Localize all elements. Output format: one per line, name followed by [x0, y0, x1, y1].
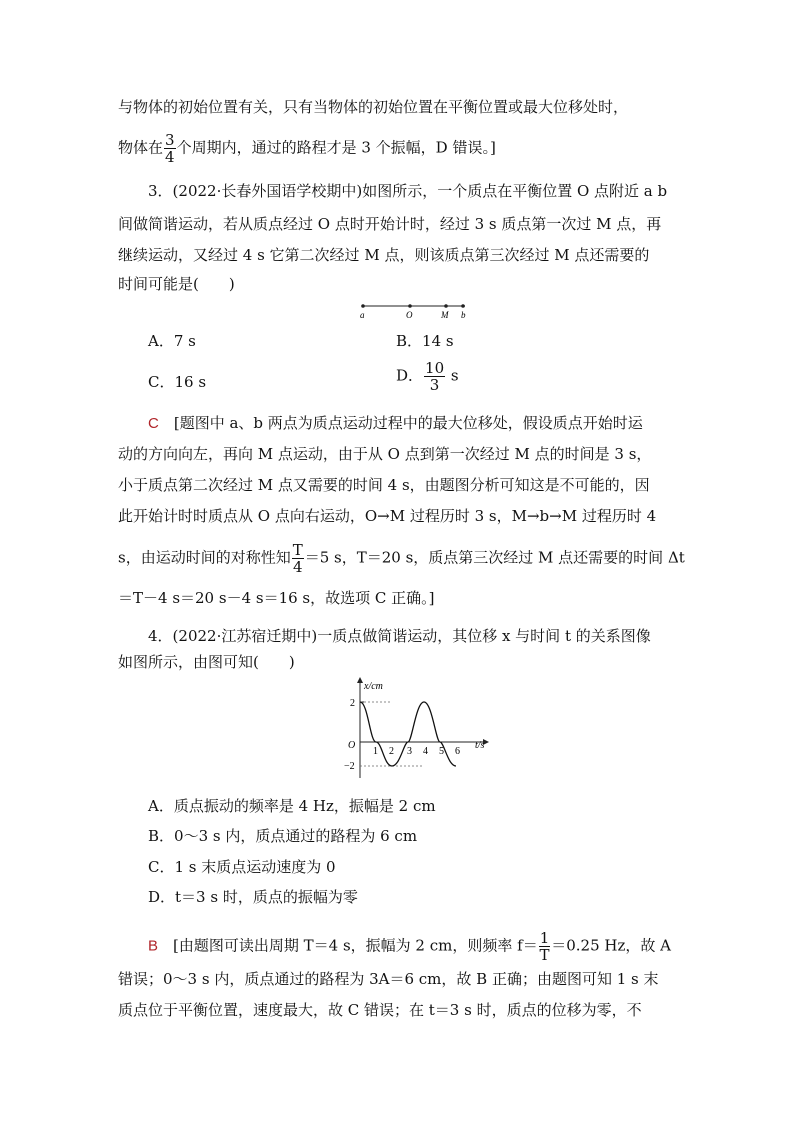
option-b: B．0～3 s 内，质点通过的路程为 6 cm — [148, 827, 418, 845]
option-d — [396, 360, 459, 393]
option-a: A．7 s — [148, 332, 196, 350]
x-tick-label: 6 — [455, 746, 460, 757]
x-tick-label: 5 — [439, 746, 444, 757]
question-3-line: 间做简谐运动，若从质点经过 O 点时开始计时，经过 3 s 质点第一次过 M 点，再 — [118, 215, 662, 233]
text-line: 与物体的初始位置有关，只有当物体的初始位置在平衡位置或最大位移处时， — [118, 98, 629, 116]
question-4-line: 如图所示，由图可知( ) — [118, 653, 295, 671]
option-a: A．质点振动的频率是 4 Hz，振幅是 2 cm — [148, 797, 436, 815]
answer-3-line: ＝T－4 s＝20 s－4 s＝16 s，故选项 C 正确。] — [118, 589, 435, 607]
x-axis-label: t/s — [475, 740, 485, 751]
answer-3-line — [148, 412, 643, 435]
text-line — [118, 132, 496, 165]
fraction-numerator: 3 — [165, 131, 175, 149]
question-3-line: 3．(2022·长春外国语学校期中)如图所示，一个质点在平衡位置 O 点附近 a b — [148, 182, 668, 200]
option-d-unit: s — [450, 366, 459, 385]
label-b: b — [461, 310, 466, 320]
question-4-line: 4．(2022·江苏宿迁期中)一质点做简谐运动，其位移 x 与时间 t 的关系图像 — [148, 627, 651, 645]
fraction — [539, 930, 551, 963]
x-tick-label: 2 — [389, 746, 394, 757]
answer-4-line — [148, 930, 671, 963]
text-fragment: [由题图可读出周期 T＝4 s，振幅为 2 cm，则频率 f＝ — [173, 936, 538, 955]
y-axis-label: x/cm — [364, 681, 383, 692]
question-3-line: 时间可能是( ) — [118, 275, 235, 293]
answer-text: [题图中 a、b 两点为质点运动过程中的最大位移处，假设质点开始时运 — [173, 414, 643, 432]
fraction — [424, 360, 445, 393]
option-d: D．t＝3 s 时，质点的振幅为零 — [148, 888, 358, 906]
label-o: O — [406, 310, 413, 320]
label-m: M — [441, 310, 449, 320]
fraction-numerator: 1 — [539, 929, 550, 947]
fraction-numerator: 10 — [425, 359, 445, 377]
text-fragment: s，由运动时间的对称性知 — [118, 548, 291, 567]
point-m — [444, 304, 448, 308]
answer-letter: B — [148, 937, 159, 955]
text-fragment: 个周期内，通过的路程才是 3 个振幅，D 错误。] — [176, 138, 496, 157]
fraction-denominator: 4 — [165, 148, 175, 166]
option-c: C．1 s 末质点运动速度为 0 — [148, 858, 336, 876]
answer-4-line: 错误；0～3 s 内，质点通过的路程为 3A＝6 cm，故 B 正确；由题图可知 1 s 末 — [118, 970, 659, 988]
y-tick-label: 2 — [350, 698, 355, 709]
fraction — [292, 542, 304, 575]
option-c: C．16 s — [148, 373, 207, 391]
text-fragment: 物体在 — [118, 138, 164, 157]
x-tick-label: 4 — [423, 746, 428, 757]
fraction-numerator: T — [292, 541, 303, 559]
displacement-time-graph — [330, 672, 500, 784]
text-fragment: ＝5 s，T＝20 s，质点第三次经过 M 点还需要的时间 Δt — [304, 548, 685, 567]
fraction-denominator: 3 — [429, 376, 440, 394]
point-a — [361, 304, 365, 308]
text-fragment: ＝0.25 Hz，故 A — [551, 936, 672, 955]
option-b: B．14 s — [396, 332, 454, 350]
answer-3-line — [118, 542, 685, 575]
number-line-figure — [352, 298, 476, 322]
fraction — [164, 132, 176, 165]
y-tick-label: −2 — [344, 761, 355, 772]
fraction-denominator: T — [539, 946, 550, 964]
x-tick-label: 1 — [373, 746, 378, 757]
point-b — [461, 304, 465, 308]
answer-3-line: 动的方向向左，再向 M 点运动，由于从 O 点到第一次经过 M 点的时间是 3 s， — [118, 445, 652, 463]
answer-3-line: 此开始计时时质点从 O 点向右运动，O→M 过程历时 3 s，M→b→M 过程历时 4 — [118, 507, 657, 525]
answer-letter: C — [148, 415, 159, 432]
fraction-denominator: 4 — [292, 558, 303, 576]
x-tick-label: 3 — [407, 746, 412, 757]
origin-label: O — [348, 740, 356, 751]
point-o — [408, 304, 412, 308]
label-a: a — [360, 310, 365, 320]
question-3-line: 继续运动，又经过 4 s 它第二次经过 M 点，则该质点第三次经过 M 点还需要的 — [118, 246, 650, 264]
answer-3-line: 小于质点第二次经过 M 点又需要的时间 4 s，由题图分析可知这是不可能的，因 — [118, 476, 650, 494]
option-d-prefix: D． — [396, 366, 424, 385]
answer-4-line: 质点位于平衡位置，速度最大，故 C 错误；在 t＝3 s 时，质点的位移为零，不 — [118, 1001, 642, 1019]
